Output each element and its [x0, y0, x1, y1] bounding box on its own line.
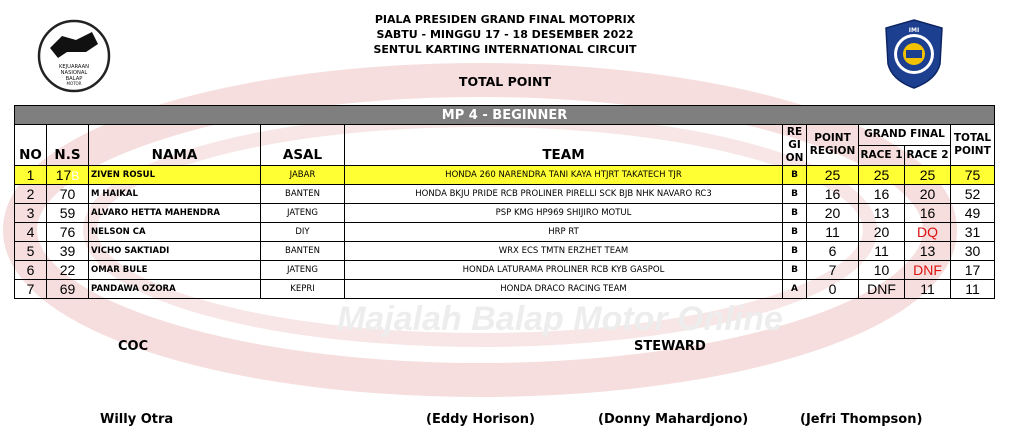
- steward-label: STEWARD: [634, 339, 706, 354]
- point-region-cell-value: 0: [828, 281, 837, 297]
- race2-cell: [905, 166, 951, 185]
- steward-signatory-1: (Eddy Horison): [426, 412, 535, 427]
- imi-logo-text: IMI: [908, 27, 920, 34]
- rank-cell: [15, 166, 47, 185]
- svg-text:KEJUARAAN: KEJUARAAN: [58, 64, 90, 70]
- region-cell-value: B: [791, 227, 798, 237]
- start-number-cell: [47, 204, 89, 223]
- region-cell-value: B: [791, 189, 798, 199]
- coc-signatory: Willy Otra: [100, 412, 174, 427]
- rider-name-cell-value: M HAIKAL: [91, 189, 138, 199]
- team-cell-value: HONDA 260 NARENDRA TANI KAYA HTJRT TAKATECH TJR: [445, 170, 682, 180]
- team-cell-value: HONDA DRACO RACING TEAM: [500, 284, 627, 294]
- total-cell: [951, 223, 995, 242]
- class-title-row: [15, 106, 995, 125]
- rank-cell-value: 3: [26, 205, 35, 221]
- rider-name-cell: [89, 166, 261, 185]
- origin-cell: [261, 223, 345, 242]
- team-cell: [345, 280, 783, 299]
- event-venue: SENTUL KARTING INTERNATIONAL CIRCUIT: [373, 43, 637, 56]
- race1-cell: [859, 185, 905, 204]
- team-cell: [345, 223, 783, 242]
- point-region-cell-value: 6: [828, 243, 837, 259]
- point-region-cell-value: 16: [824, 186, 841, 202]
- total-cell-value: 75: [964, 167, 981, 183]
- rider-name-cell-value: ZIVEN ROSUL: [91, 170, 155, 180]
- total-cell-value: 30: [964, 243, 981, 259]
- race2-cell-value: 11: [920, 281, 935, 297]
- svg-text:BALAP: BALAP: [65, 76, 83, 82]
- race1-cell: [859, 280, 905, 299]
- total-cell: [951, 204, 995, 223]
- race1-cell-value: 13: [873, 205, 890, 221]
- total-cell-value: 31: [964, 224, 981, 240]
- start-number-cell: [47, 261, 89, 280]
- team-cell: [345, 166, 783, 185]
- rider-name-cell-value: VICHO SAKTIADI: [91, 246, 170, 256]
- rank-cell: [15, 204, 47, 223]
- header-row-1: [15, 125, 995, 146]
- total-cell-value: 52: [964, 186, 981, 202]
- point-region-cell-value: 20: [824, 205, 841, 221]
- rank-cell-value: 1: [26, 167, 35, 183]
- race1-header: RACE 1: [859, 145, 905, 166]
- start-number-cell-value: 76: [59, 224, 76, 240]
- start-number-cell: [47, 242, 89, 261]
- region-cell-value: B: [791, 246, 798, 256]
- ns-header: N.S: [47, 145, 89, 166]
- rank-cell: [15, 261, 47, 280]
- race1-cell-value: DNF: [867, 281, 896, 297]
- team-cell: [345, 185, 783, 204]
- total-cell-value: 17: [964, 262, 981, 278]
- rider-name-cell: [89, 223, 261, 242]
- rank-cell-value: 5: [26, 243, 35, 259]
- team-cell-value: HONDA LATURAMA PROLINER RCB KYB GASPOL: [462, 265, 665, 275]
- start-number-cell-value: 39: [59, 243, 76, 259]
- region-cell: [783, 204, 807, 223]
- class-title: MP 4 - BEGINNER: [15, 106, 995, 125]
- grand-final-header: GRAND FINAL: [859, 125, 951, 146]
- origin-cell-value: KEPRI: [290, 284, 315, 294]
- race1-cell: [859, 223, 905, 242]
- region-cell-value: B: [791, 265, 798, 275]
- race1-cell-value: 10: [873, 262, 890, 278]
- table-row: [15, 166, 995, 185]
- point-region-cell: [807, 185, 859, 204]
- nama-header: NAMA: [89, 145, 261, 166]
- region-cell: [783, 223, 807, 242]
- race2-cell: [905, 223, 951, 242]
- table-row: [15, 242, 995, 261]
- race1-cell: [859, 166, 905, 185]
- event-title: PIALA PRESIDEN GRAND FINAL MOTOPRIX: [374, 13, 636, 26]
- origin-cell-value: DIY: [295, 227, 310, 237]
- svg-text:MOTOR: MOTOR: [66, 81, 82, 86]
- race1-cell: [859, 204, 905, 223]
- point-region-header: POINT REGION: [807, 125, 859, 166]
- race2-cell: [905, 261, 951, 280]
- rank-cell: [15, 280, 47, 299]
- total-cell-value: 49: [964, 205, 981, 221]
- rank-cell-value: 2: [26, 186, 35, 202]
- origin-cell-value: BANTEN: [285, 246, 320, 256]
- team-cell-value: PSP KMG HP969 SHIJIRO MOTUL: [495, 208, 632, 218]
- region-cell: [783, 280, 807, 299]
- rider-name-cell-value: OMAR BULE: [91, 265, 148, 275]
- rider-name-cell: [89, 261, 261, 280]
- region-cell: [783, 261, 807, 280]
- total-cell: [951, 185, 995, 204]
- race2-header: RACE 2: [905, 145, 951, 166]
- svg-text:NASIONAL: NASIONAL: [60, 70, 88, 76]
- race2-cell-value: 13: [919, 243, 936, 259]
- origin-cell-value: JABAR: [289, 170, 316, 180]
- results-table: [14, 105, 995, 299]
- total-cell: [951, 280, 995, 299]
- point-region-cell: [807, 166, 859, 185]
- point-region-cell: [807, 242, 859, 261]
- rider-name-cell-value: NELSON CA: [91, 227, 146, 237]
- region-cell-value: B: [791, 208, 798, 218]
- team-header: TEAM: [345, 145, 783, 166]
- point-region-cell: [807, 204, 859, 223]
- race1-cell-value: 16: [873, 186, 890, 202]
- start-number-cell-value: 69: [59, 281, 76, 297]
- point-region-cell-value: 11: [825, 224, 840, 240]
- total-cell-value: 11: [965, 281, 980, 297]
- asal-header: ASAL: [261, 145, 345, 166]
- rider-name-cell-value: PANDAWA OZORA: [91, 284, 176, 294]
- rider-name-cell: [89, 280, 261, 299]
- region-header: RE GI ON: [783, 125, 807, 166]
- rank-cell: [15, 185, 47, 204]
- team-cell-value: WRX ECS TMTN ERZHET TEAM: [498, 246, 629, 256]
- rank-cell: [15, 223, 47, 242]
- race1-cell: [859, 242, 905, 261]
- race2-cell: [905, 280, 951, 299]
- region-cell-value: A: [791, 284, 798, 294]
- rank-cell-value: 7: [26, 281, 35, 297]
- start-number-cell: [47, 223, 89, 242]
- origin-cell: [261, 204, 345, 223]
- team-cell-value: HONDA BKJU PRIDE RCB PROLINER PIRELLI SCK BJB NHK NAVARO RC3: [415, 189, 712, 199]
- total-cell: [951, 261, 995, 280]
- event-dates: SABTU - MINGGU 17 - 18 DESEMBER 2022: [376, 28, 634, 41]
- steward-signatory-3: (Jefri Thompson): [800, 412, 923, 427]
- region-cell: [783, 242, 807, 261]
- point-region-cell-value: 7: [828, 262, 837, 278]
- page-subtitle: TOTAL POINT: [458, 74, 552, 89]
- race2-cell-value: DNF: [913, 262, 942, 278]
- rider-name-cell: [89, 242, 261, 261]
- origin-cell: [261, 242, 345, 261]
- table-row: [15, 223, 995, 242]
- origin-cell: [261, 185, 345, 204]
- origin-cell-value: JATENG: [286, 265, 319, 275]
- race2-cell-value: DQ: [917, 224, 938, 240]
- watermark-text: Majalah Balap Motor Online: [337, 300, 783, 338]
- team-cell: [345, 204, 783, 223]
- region-cell: [783, 185, 807, 204]
- race2-cell: [905, 242, 951, 261]
- total-point-header: TOTAL POINT: [951, 125, 995, 166]
- race2-cell-value: 25: [919, 167, 936, 183]
- point-region-cell: [807, 280, 859, 299]
- table-row: [15, 280, 995, 299]
- table-row: [15, 204, 995, 223]
- table-row: [15, 185, 995, 204]
- steward-signatory-2: (Donny Mahardjono): [598, 412, 749, 427]
- race1-cell-value: 25: [873, 167, 890, 183]
- origin-cell: [261, 280, 345, 299]
- race2-cell: [905, 185, 951, 204]
- table-row: [15, 261, 995, 280]
- race2-cell: [905, 204, 951, 223]
- team-cell-value: HRP RT: [548, 227, 579, 237]
- no-header: NO: [15, 145, 47, 166]
- start-number-cell-value: 70: [59, 186, 76, 202]
- start-number-cell-value: 22: [59, 262, 76, 278]
- start-number-cell-value: 59: [59, 205, 76, 221]
- team-cell: [345, 242, 783, 261]
- region-cell-value: B: [791, 170, 798, 180]
- total-cell: [951, 166, 995, 185]
- start-number-cell: [47, 166, 89, 185]
- rider-name-cell-value: ALVARO HETTA MAHENDRA: [91, 208, 220, 218]
- origin-cell: [261, 166, 345, 185]
- point-region-cell: [807, 261, 859, 280]
- origin-cell-value: JATENG: [286, 208, 319, 218]
- coc-label: COC: [118, 339, 149, 354]
- rank-cell-value: 6: [26, 262, 35, 278]
- start-number-cell-value: 17: [55, 167, 72, 183]
- event-header: [0, 12, 1010, 57]
- origin-cell: [261, 261, 345, 280]
- total-cell: [951, 242, 995, 261]
- team-cell: [345, 261, 783, 280]
- origin-cell-value: BANTEN: [285, 189, 320, 199]
- rider-name-cell: [89, 204, 261, 223]
- start-number-cell: [47, 185, 89, 204]
- race2-cell-value: 16: [919, 205, 936, 221]
- race2-cell-value: 20: [919, 186, 936, 202]
- race1-cell-value: 20: [873, 224, 890, 240]
- race1-cell: [859, 261, 905, 280]
- start-number-suffix: B: [71, 169, 80, 183]
- race1-cell-value: 11: [874, 243, 889, 259]
- point-region-cell-value: 25: [824, 167, 841, 183]
- rank-cell: [15, 242, 47, 261]
- start-number-cell: [47, 280, 89, 299]
- rank-cell-value: 4: [26, 224, 35, 240]
- point-region-cell: [807, 223, 859, 242]
- region-cell: [783, 166, 807, 185]
- rider-name-cell: [89, 185, 261, 204]
